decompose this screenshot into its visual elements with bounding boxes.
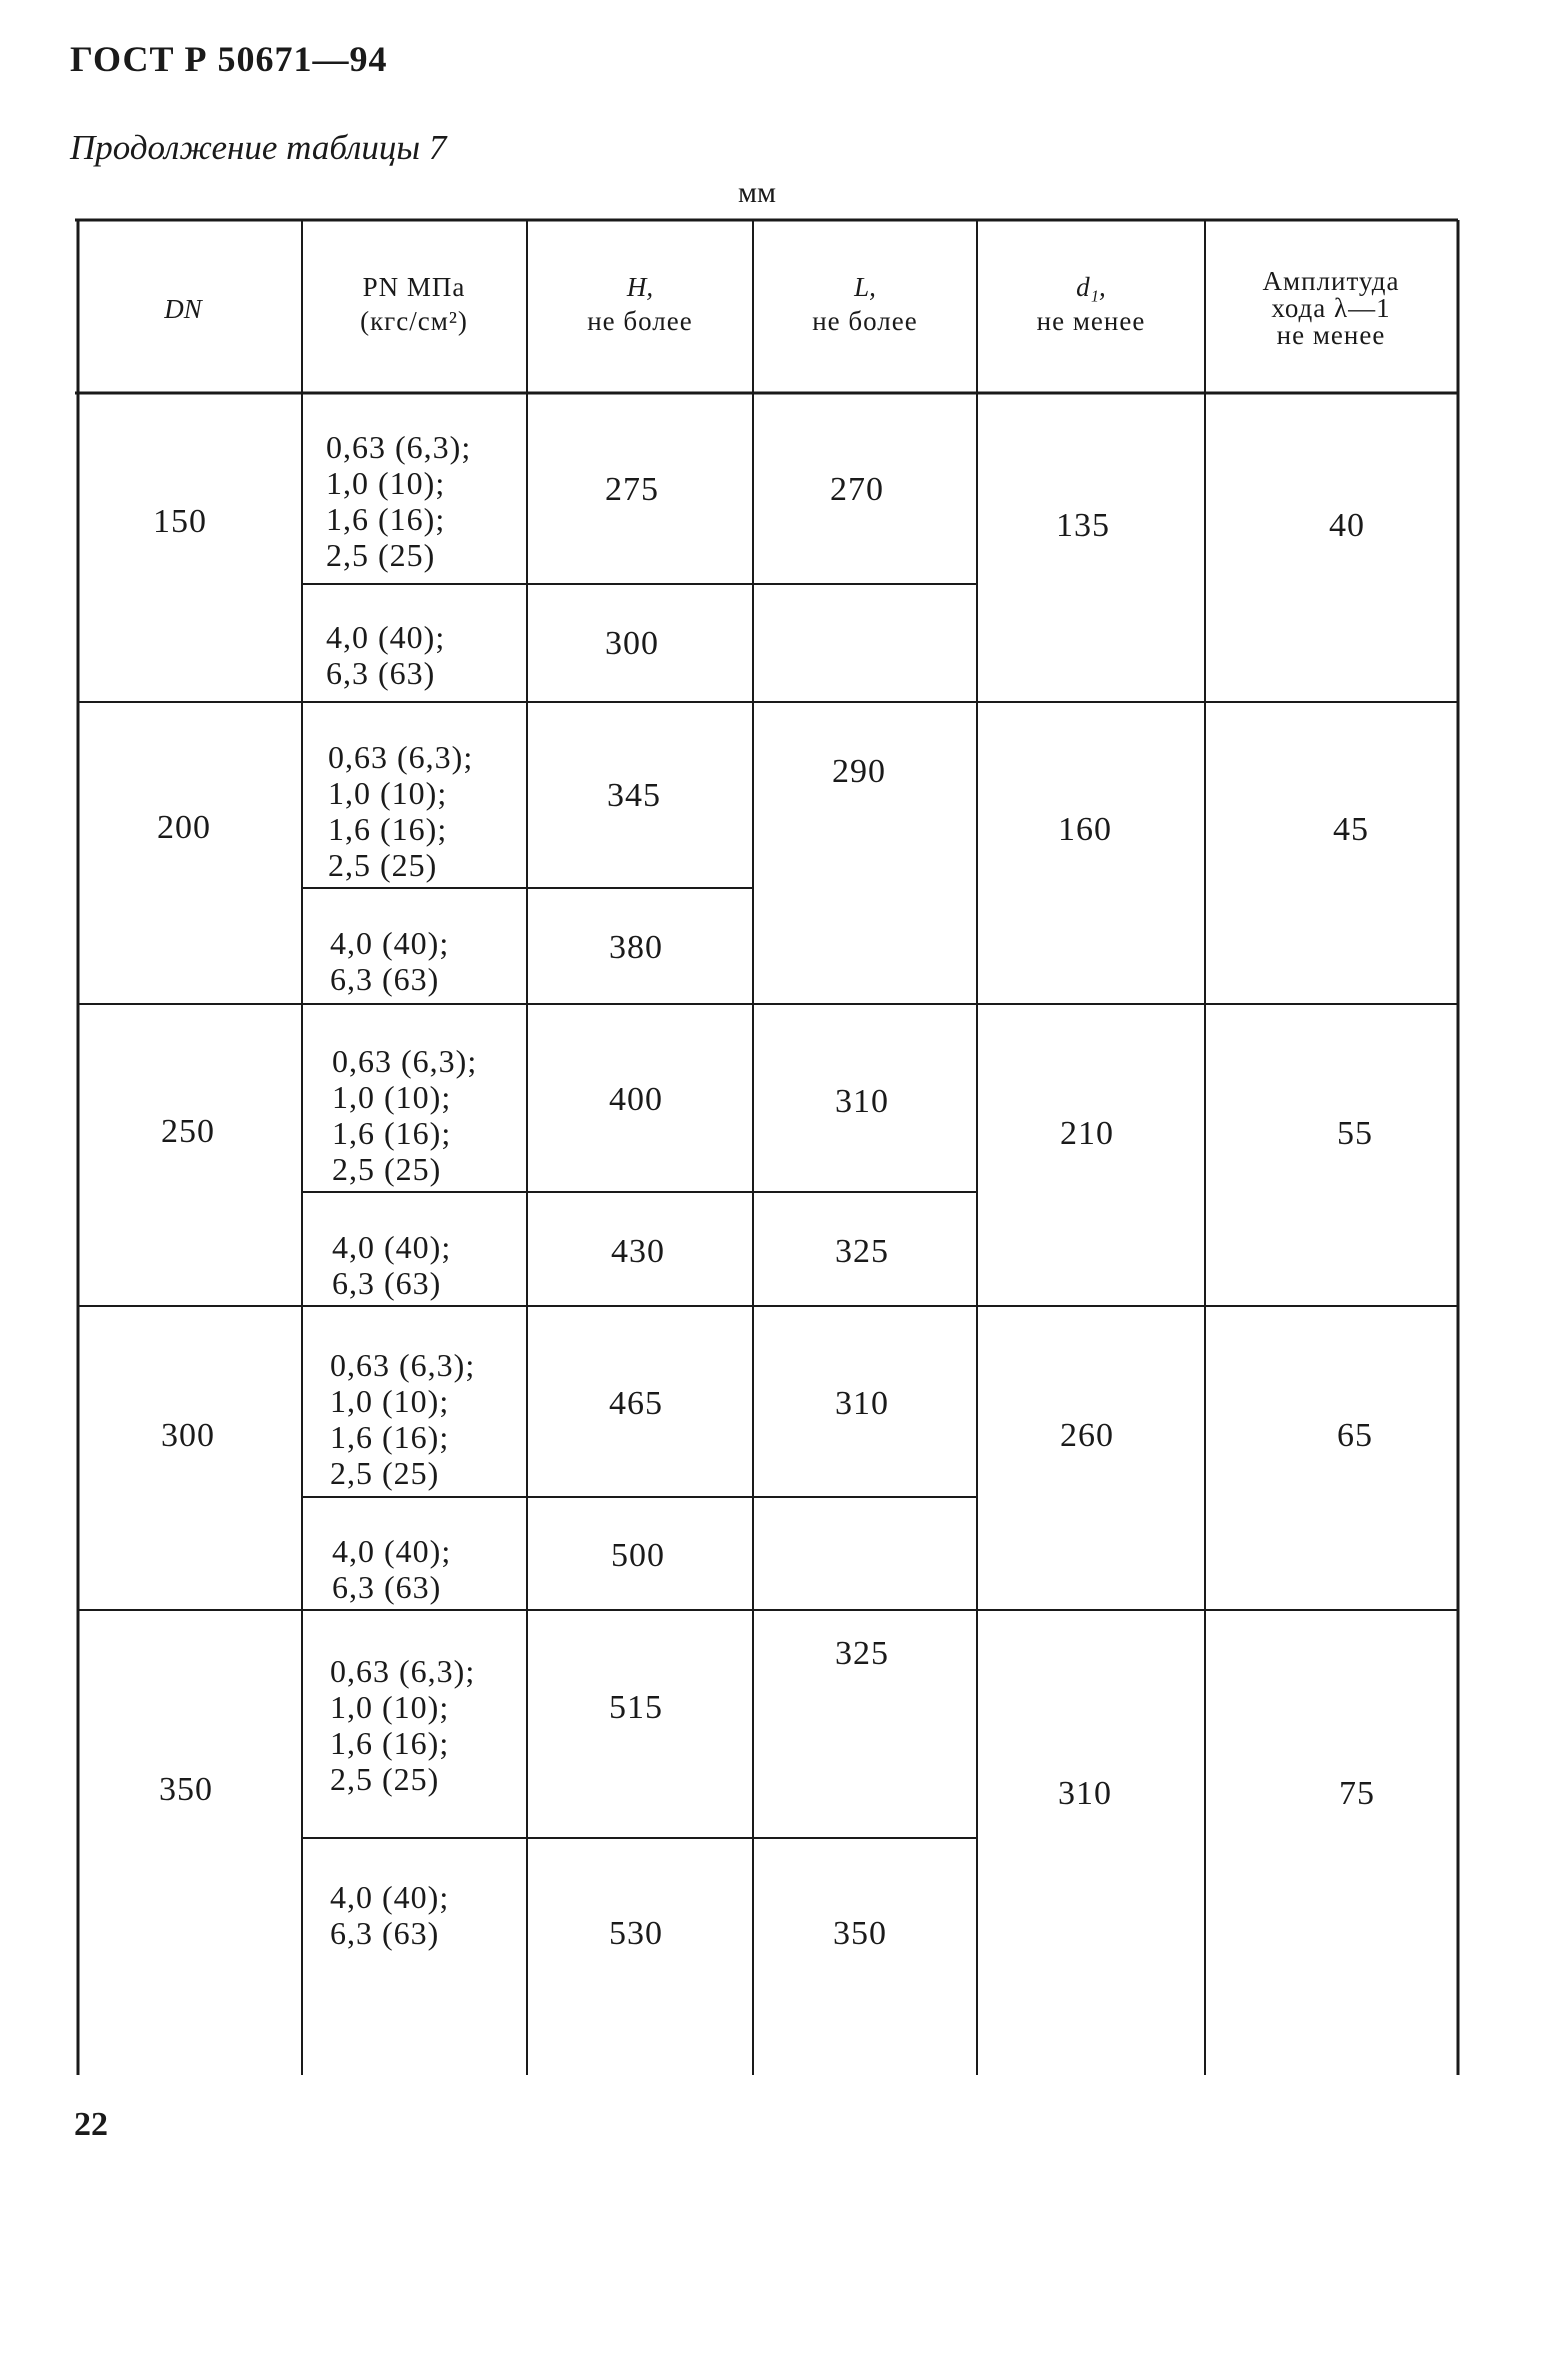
amplitude-cell: 55	[1337, 1115, 1373, 1152]
l-cell: 325	[835, 1233, 889, 1270]
page-number: 22	[74, 2106, 108, 2143]
d1-cell: 310	[1058, 1775, 1112, 1812]
units-label: мм	[738, 176, 776, 209]
col-header-amplitude-line1: Амплитуда	[1262, 266, 1400, 296]
pn-low-line: 2,5 (25)	[332, 1151, 442, 1187]
h-cell: 465	[609, 1385, 663, 1422]
pn-low-line: 0,63 (6,3);	[328, 739, 474, 775]
col-header-amplitude-line2: хода λ—1	[1271, 293, 1391, 323]
l-cell: 270	[830, 471, 884, 508]
pn-low-line: 1,0 (10);	[328, 775, 448, 811]
col-header-l-line1: L,	[854, 272, 876, 302]
amplitude-cell: 65	[1337, 1417, 1373, 1454]
col-header-h-line2: не более	[587, 306, 693, 336]
pn-low-line: 1,6 (16);	[330, 1419, 450, 1455]
pn-low-line: 1,0 (10);	[330, 1689, 450, 1725]
pn-low-line: 1,0 (10);	[332, 1079, 452, 1115]
pn-low-line: 0,63 (6,3);	[330, 1653, 476, 1689]
dn-cell: 250	[161, 1113, 215, 1150]
pn-low-line: 2,5 (25)	[330, 1455, 440, 1491]
table-caption: Продолжение таблицы 7	[70, 128, 447, 167]
pn-low-line: 1,6 (16);	[330, 1725, 450, 1761]
pn-low-line: 1,0 (10);	[326, 465, 446, 501]
dn-cell: 200	[157, 809, 211, 846]
d1-cell: 260	[1060, 1417, 1114, 1454]
h-cell: 380	[609, 929, 663, 966]
dn-cell: 350	[159, 1771, 213, 1808]
col-header-h-line1: H,	[626, 272, 654, 302]
pn-low-line: 2,5 (25)	[326, 537, 436, 573]
pn-high-line: 4,0 (40);	[332, 1533, 452, 1569]
pn-low-line: 0,63 (6,3);	[326, 429, 472, 465]
pn-low-line: 1,6 (16);	[332, 1115, 452, 1151]
l-cell: 310	[835, 1385, 889, 1422]
col-header-amplitude-line3: не менее	[1276, 320, 1386, 350]
document-code: ГОСТ Р 50671—94	[70, 39, 388, 79]
pn-high-line: 4,0 (40);	[330, 1879, 450, 1915]
amplitude-cell: 45	[1333, 811, 1369, 848]
l-cell: 290	[832, 753, 886, 790]
col-header-pn-line2: (кгс/см²)	[360, 306, 468, 336]
pn-low-line: 1,6 (16);	[328, 811, 448, 847]
h-cell: 275	[605, 471, 659, 508]
pn-low-line: 2,5 (25)	[330, 1761, 440, 1797]
h-cell: 500	[611, 1537, 665, 1574]
pn-high-line: 4,0 (40);	[332, 1229, 452, 1265]
col-header-pn-line1: PN МПа	[362, 272, 466, 302]
h-cell: 530	[609, 1915, 663, 1952]
l-cell: 350	[833, 1915, 887, 1952]
h-cell: 430	[611, 1233, 665, 1270]
pn-low-line: 0,63 (6,3);	[332, 1043, 478, 1079]
amplitude-cell: 40	[1329, 507, 1365, 544]
l-cell: 325	[835, 1635, 889, 1672]
pn-low-line: 1,0 (10);	[330, 1383, 450, 1419]
col-header-d1-line2: не менее	[1036, 306, 1146, 336]
dn-cell: 300	[161, 1417, 215, 1454]
dn-cell: 150	[153, 503, 207, 540]
col-header-dn: DN	[164, 294, 202, 324]
pn-high-line: 6,3 (63)	[330, 961, 440, 997]
pn-low-line: 0,63 (6,3);	[330, 1347, 476, 1383]
d1-cell: 135	[1056, 507, 1110, 544]
pn-high-line: 6,3 (63)	[330, 1915, 440, 1951]
pn-high-line: 6,3 (63)	[332, 1569, 442, 1605]
l-cell: 310	[835, 1083, 889, 1120]
col-header-d1-line1: d₁,	[1076, 272, 1106, 302]
pn-high-line: 4,0 (40);	[326, 619, 446, 655]
h-cell: 300	[605, 625, 659, 662]
pn-high-line: 6,3 (63)	[326, 655, 436, 691]
h-cell: 345	[607, 777, 661, 814]
h-cell: 400	[609, 1081, 663, 1118]
pn-low-line: 1,6 (16);	[326, 501, 446, 537]
col-header-l-line2: не более	[812, 306, 918, 336]
pn-high-line: 4,0 (40);	[330, 925, 450, 961]
amplitude-cell: 75	[1339, 1775, 1375, 1812]
h-cell: 515	[609, 1689, 663, 1726]
pn-high-line: 6,3 (63)	[332, 1265, 442, 1301]
pn-low-line: 2,5 (25)	[328, 847, 438, 883]
d1-cell: 160	[1058, 811, 1112, 848]
d1-cell: 210	[1060, 1115, 1114, 1152]
